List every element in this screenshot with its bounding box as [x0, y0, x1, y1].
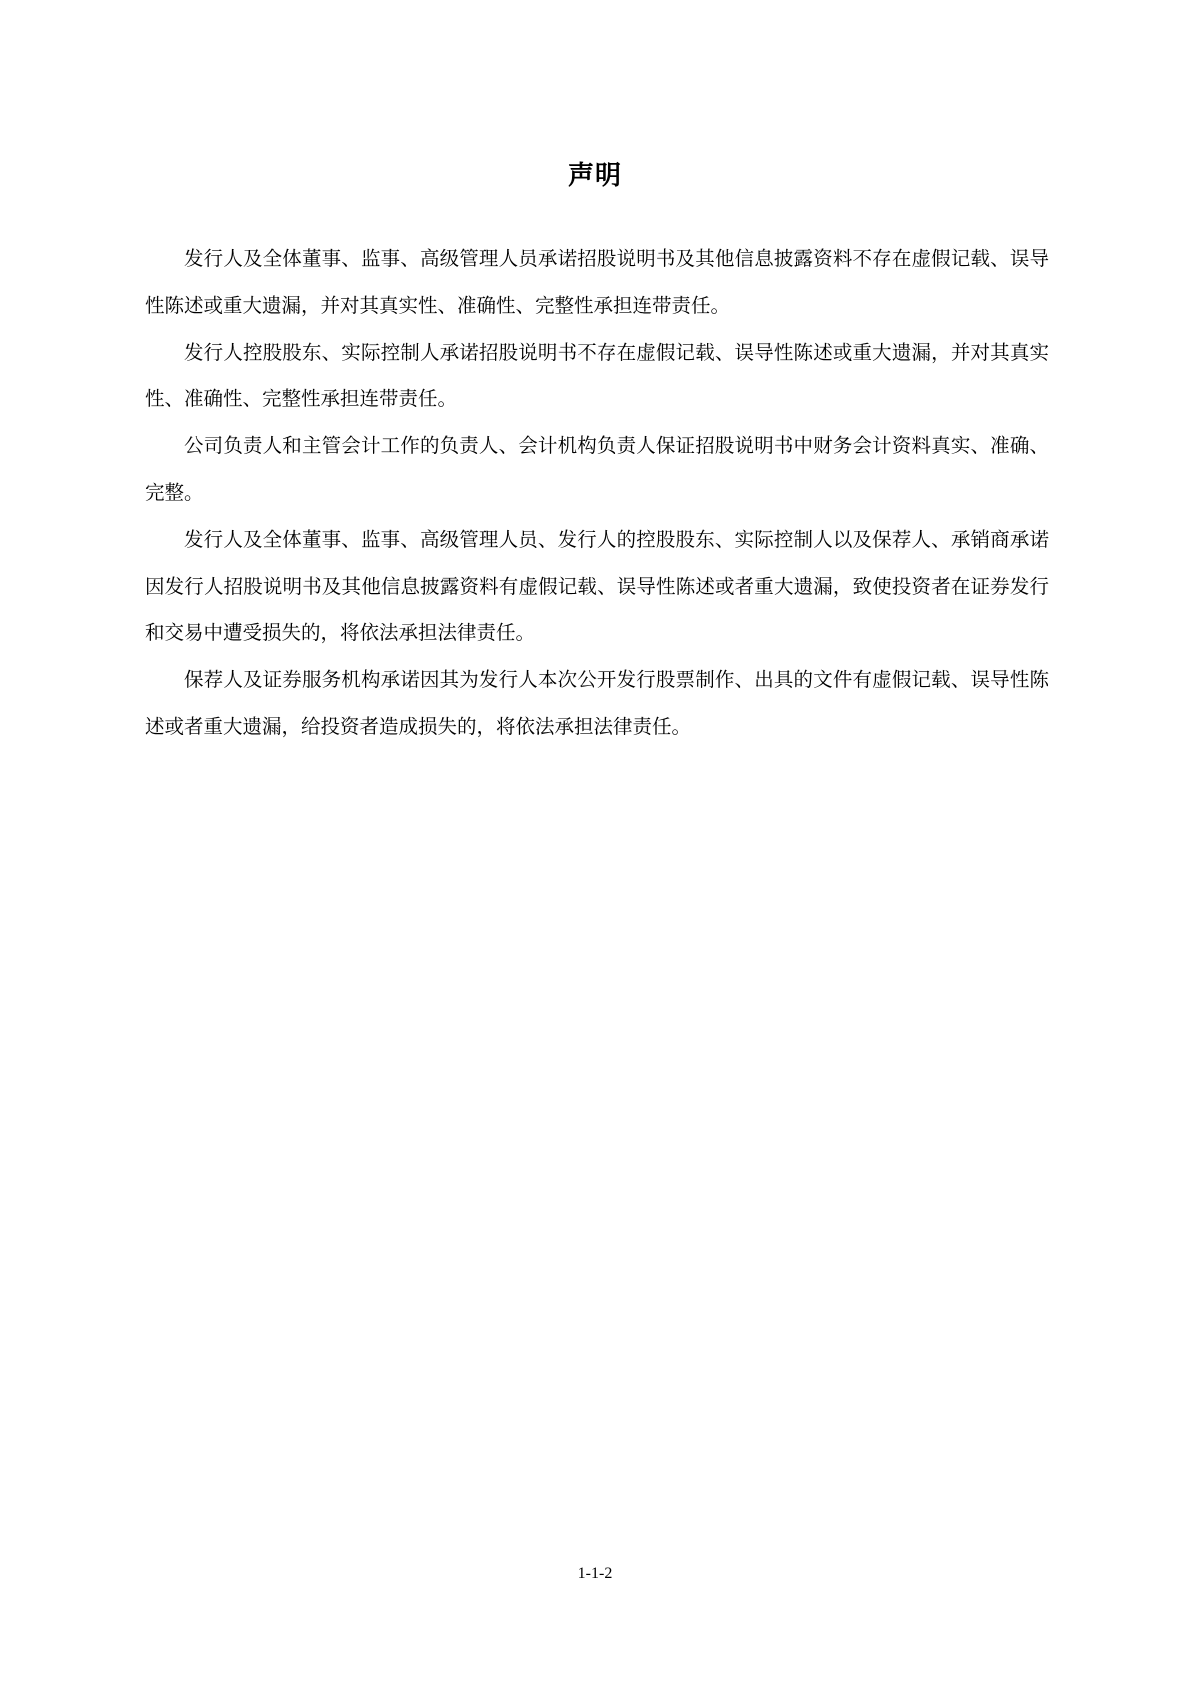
- statement-body: [145, 236, 1049, 751]
- statement-paragraph-5: 保荐人及证券服务机构承诺因其为发行人本次公开发行股票制作、出具的文件有虚假记载、误导性陈述或者重大遗漏，给投资者造成损失的，将依法承担法律责任。: [145, 668, 1049, 738]
- statement-paragraph-2: 发行人控股股东、实际控制人承诺招股说明书不存在虚假记载、误导性陈述或重大遗漏，并对其真实性、准确性、完整性承担连带责任。: [145, 340, 1049, 411]
- statement-paragraph-1: 发行人及全体董事、监事、高级管理人员承诺招股说明书及其他信息披露资料不存在虚假记载、误导性陈述或重大遗漏，并对其真实性、准确性、完整性承担连带责任。: [145, 247, 1049, 317]
- statement-paragraph-3: 公司负责人和主管会计工作的负责人、会计机构负责人保证招股说明书中财务会计资料真实、准确、完整。: [145, 434, 1049, 504]
- page-number: 1-1-2: [577, 1565, 613, 1582]
- page-title: 声明: [567, 161, 622, 191]
- statement-paragraph-4: 发行人及全体董事、监事、高级管理人员、发行人的控股股东、实际控制人以及保荐人、承销商承诺因发行人招股说明书及其他信息披露资料有虚假记载、误导性陈述或者重大遗漏，致使投资者在证券发行和交易中遭受损失的，将依法承担法律责任。: [145, 527, 1049, 645]
